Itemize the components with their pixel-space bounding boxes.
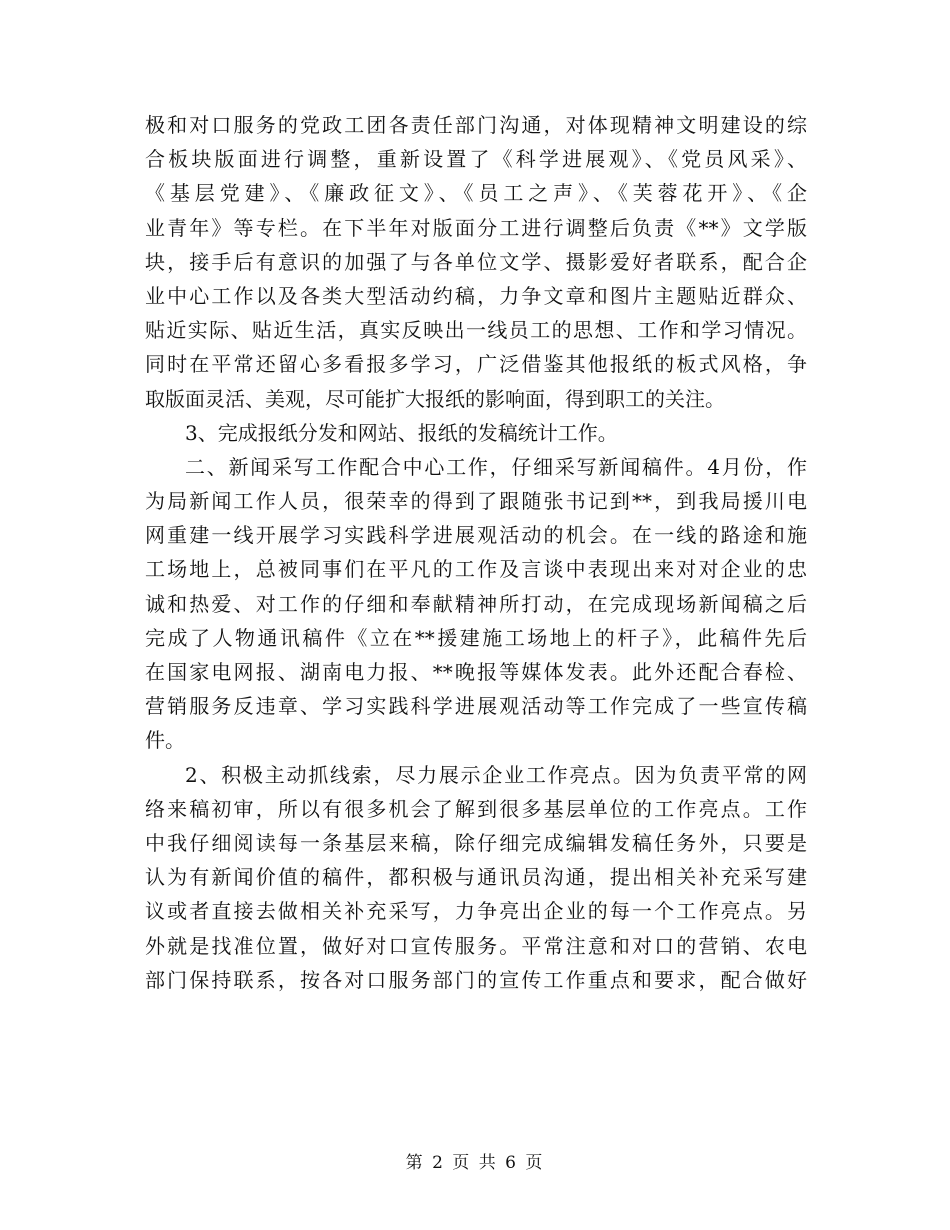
text-line: 业青年》等专栏。在下半年对版面分工进行调整后负责《**》文学版 bbox=[145, 215, 807, 240]
paragraph bbox=[145, 108, 807, 416]
text-line: 极和对口服务的党政工团各责任部门沟通，对体现精神文明建设的综 bbox=[145, 113, 807, 137]
text-line: 取版面灵活、美观，尽可能扩大报纸的影响面，得到职工的关注。 bbox=[145, 386, 725, 411]
text-line: 完成了人物通讯稿件《立在**援建施工场地上的杆子》，此稿件先后 bbox=[145, 625, 807, 650]
text-line: 诚和热爱、对工作的仔细和奉献精神所打动，在完成现场新闻稿之后 bbox=[145, 591, 807, 616]
paragraph bbox=[145, 450, 807, 758]
page-number-footer: 第 2 页 共 6 页 bbox=[405, 1153, 545, 1173]
text-line: 2、积极主动抓线索，尽力展示企业工作亮点。因为负责平常的网 bbox=[185, 762, 807, 787]
text-line: 网重建一线开展学习实践科学进展观活动的机会。在一线的路途和施 bbox=[145, 523, 807, 548]
text-line: 合板块版面进行调整，重新设置了《科学进展观》、《党员风采》、 bbox=[145, 147, 807, 172]
text-line: 同时在平常还留心多看报多学习，广泛借鉴其他报纸的板式风格，争 bbox=[145, 352, 807, 377]
text-line: 《基层党建》、《廉政征文》、《员工之声》、《芙蓉花开》、《企 bbox=[145, 181, 807, 206]
text-line: 贴近实际、贴近生活，真实反映出一线员工的思想、工作和学习情况。 bbox=[145, 318, 807, 343]
text-line: 块，接手后有意识的加强了与各单位文学、摄影爱好者联系，配合企 bbox=[145, 249, 807, 274]
text-line: 营销服务反违章、学习实践科学进展观活动等工作完成了一些宣传稿 bbox=[145, 694, 807, 719]
document-body bbox=[145, 108, 807, 997]
text-line: 工场地上，总被同事们在平凡的工作及言谈中表现出来对对企业的忠 bbox=[145, 557, 807, 582]
text-line: 议或者直接去做相关补充采写，力争亮出企业的每一个工作亮点。另 bbox=[145, 899, 807, 924]
text-line: 络来稿初审，所以有很多机会了解到很多基层单位的工作亮点。工作 bbox=[145, 796, 807, 821]
text-line: 部门保持联系，按各对口服务部门的宣传工作重点和要求，配合做好 bbox=[145, 967, 807, 992]
text-line: 在国家电网报、湖南电力报、**晚报等媒体发表。此外还配合春检、 bbox=[145, 660, 807, 684]
text-line: 外就是找准位置，做好对口宣传服务。平常注意和对口的营销、农电 bbox=[145, 933, 807, 958]
text-line: 业中心工作以及各类大型活动约稿，力争文章和图片主题贴近群众、 bbox=[145, 283, 807, 308]
paragraph bbox=[145, 758, 807, 997]
text-line: 中我仔细阅读每一条基层来稿，除仔细完成编辑发稿任务外，只要是 bbox=[145, 830, 807, 855]
text-line: 3、完成报纸分发和网站、报纸的发稿统计工作。 bbox=[185, 420, 618, 445]
paragraph bbox=[145, 416, 807, 450]
text-line: 认为有新闻价值的稿件，都积极与通讯员沟通，提出相关补充采写建 bbox=[145, 865, 807, 890]
text-line: 为局新闻工作人员，很荣幸的得到了跟随张书记到**，到我局援川电 bbox=[145, 489, 807, 514]
text-line: 二、新闻采写工作配合中心工作，仔细采写新闻稿件。4月份，作 bbox=[185, 454, 807, 479]
text-line: 件。 bbox=[145, 728, 185, 753]
